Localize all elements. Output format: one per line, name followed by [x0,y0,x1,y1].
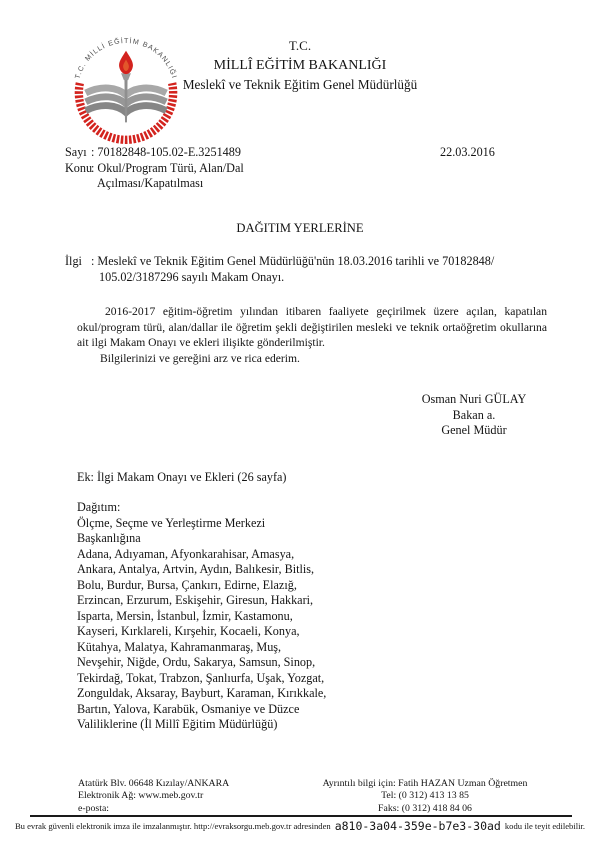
footer-contact: Ayrıntılı bilgi için: Fatih HAZAN Uzman Öğretmen [322,778,528,789]
reference-block [65,254,494,285]
distribution-line: Başkanlığına [77,531,141,545]
distribution-line: Isparta, Mersin, İstanbul, İzmir, Kastamonu, [77,608,293,623]
footer-email: e-posta: [78,802,110,814]
distribution-line: Kayseri, Kırklareli, Kırşehir, Kocaeli, Konya, [77,624,300,638]
konu-label: Konu [65,160,93,175]
konu-value-continuation: Açılması/Kapatılması [97,176,204,190]
footer-web: Elektronik Ağ: www.meb.gov.tr [78,790,204,802]
distribution-line: Zonguldak, Aksaray, Bayburt, Karaman, Kırıkkale, [77,686,327,700]
verification-code: a810-3a04-359e-b7e3-30ad [334,819,501,833]
footer-tel: Tel: (0 312) 413 13 85 [381,790,469,802]
directorate-title: Meslekî ve Teknik Eğitim Genel Müdürlüğü [182,77,418,92]
signature-block [384,392,564,439]
footer-right [295,778,555,815]
footer-divider [30,815,572,817]
sayi-value: : 70182848-105.02-E.3251489 [91,145,241,159]
distribution-block [77,500,326,733]
distribution-line: Erzincan, Erzurum, Eskişehir, Giresun, Hakkari, [77,593,314,607]
sayi-row [65,145,244,161]
distribution-list [77,516,326,733]
distribution-line: Ankara, Antalya, Artvin, Aydın, Balıkesir, Bitlis, [77,562,315,576]
distribution-line: Kütahya, Malatya, Kahramanmaraş, Muş, [77,639,282,654]
distribution-line: Tekirdağ, Tokat, Trabzon, Şanlıurfa, Uşak, Yozgat, [77,670,325,685]
verification-suffix: kodu ile teyit edilebilir. [504,821,586,831]
letterhead [0,36,600,95]
signer-title-1: Bakan a. [452,407,496,422]
ilgi-line1: : Meslekî ve Teknik Eğitim Genel Müdürlüğü'nün 18.03.2016 tarihli ve 70182848/ [91,254,495,268]
distribution-line: Bolu, Burdur, Bursa, Çankırı, Edirne, Elazığ, [77,577,297,592]
konu-value: : Okul/Program Türü, Alan/Dal [91,160,244,175]
ministry-title: MİLLÎ EĞİTİM BAKANLIĞI [213,57,387,73]
logo-ring-text: T.C. MİLLİ EĞİTİM BAKANLIĞI [74,37,178,80]
republic-title: T.C. [288,38,312,53]
distribution-line: Ölçme, Seçme ve Yerleştirme Merkezi [77,515,266,530]
ilgi-row [65,254,494,270]
distribution-line: Adana, Adıyaman, Afyonkarahisar, Amasya, [77,546,295,561]
ilgi-line2: 105.02/3187296 sayılı Makam Onayı. [99,269,285,284]
signer-name: Osman Nuri GÜLAY [421,392,527,406]
closing-paragraph: Bilgilerinizi ve gereğini arz ve rica ederim. [100,351,300,365]
attachment-line: Ek: İlgi Makam Onayı ve Ekleri (26 sayfa) [77,470,287,484]
distribution-label: Dağıtım: [77,500,121,514]
ilgi-label: İlgi [65,254,82,268]
footer-fax: Faks: (0 312) 418 84 06 [378,802,472,814]
footer-left [78,778,229,815]
verification-line [0,819,600,835]
distribution-line: Nevşehir, Niğde, Ordu, Sakarya, Samsun, Sinop, [77,655,316,669]
konu-row [65,161,244,177]
footer-address: Atatürk Blv. 06648 Kızılay/ANKARA [78,778,230,789]
body-paragraph: 2016-2017 eğitim-öğretim yılından itibaren faaliyete geçirilmek üzere açılan, kapatılan okul/program türü, alan/dallar ile öğretim şekli değiştirilen mesleki ve teknik ortaöğretim okullarına ait ilgi Makam Onayı ve ekleri ilişikte gönderilmiştir. [77,305,547,349]
document-meta [65,145,244,192]
document-date: 22.03.2016 [440,145,495,159]
sayi-label: Sayı [65,145,87,159]
letter-body [77,304,547,366]
distribution-line: Valiliklerine (İl Millî Eğitim Müdürlüğü) [77,717,278,731]
recipient-line: DAĞITIM YERLERİNE [236,221,364,235]
signer-title-2: Genel Müdür [441,423,507,437]
verification-prefix: Bu evrak güvenli elektronik imza ile imzalanmıştır. http://evraksorgu.meb.gov.tr adresinden [14,821,331,831]
distribution-line: Bartın, Yalova, Karabük, Osmaniye ve Düzce [77,701,300,716]
